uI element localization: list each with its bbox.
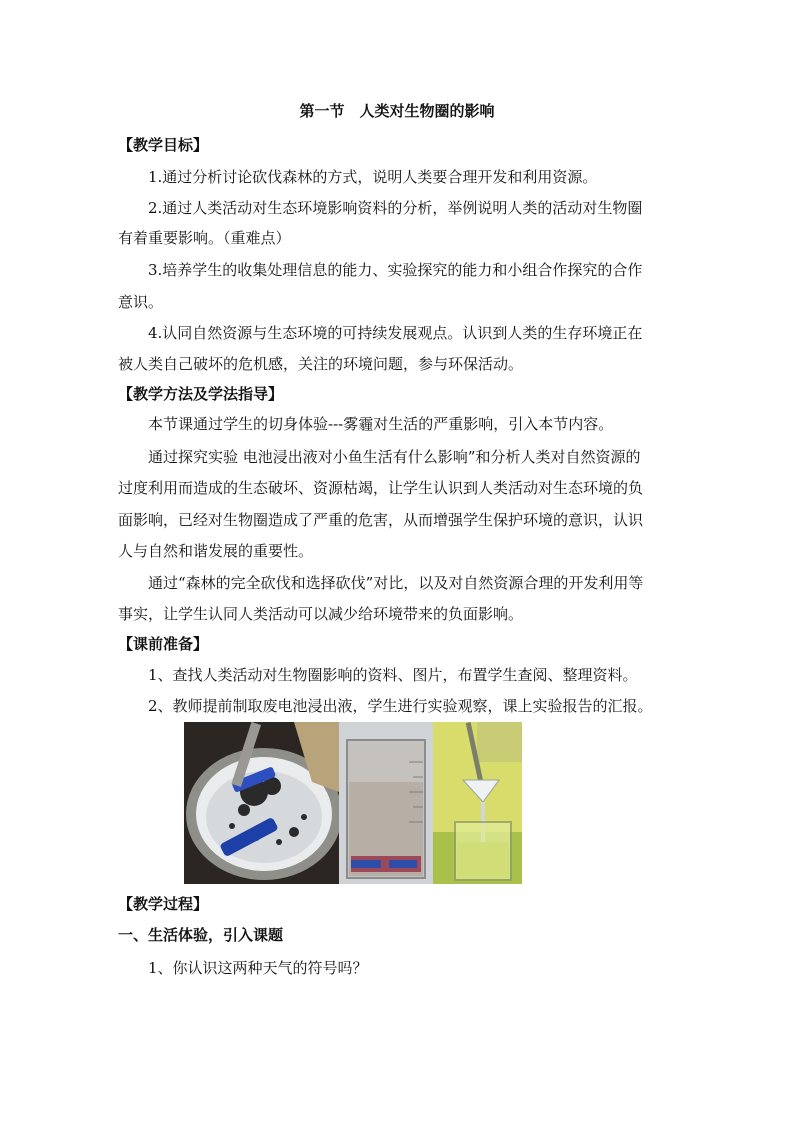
objective-line: 有着重要影响。（重难点） <box>118 229 291 247</box>
prep-line: 2、教师提前制取废电池浸出液，学生进行实验观察，课上实验报告的汇报。 <box>148 697 653 715</box>
page-title: 第一节 人类对生物圈的影响 <box>299 102 495 120</box>
process-part-heading: 一、生活体验，引入课题 <box>118 926 284 944</box>
beaker-leachate-photo <box>339 722 433 884</box>
objective-line: 1.通过分析讨论砍伐森林的方式，说明人类要合理开发和利用资源。 <box>148 168 598 186</box>
methods-line: 人与自然和谐发展的重要性。 <box>118 542 314 560</box>
methods-line: 通过探究实验 电池浸出液对小鱼生活有什么影响”和分析人类对自然资源的 <box>148 448 641 466</box>
objective-line: 3.培养学生的收集处理信息的能力、实验探究的能力和小组合作探究的合作 <box>148 261 643 279</box>
experiment-photos <box>184 722 522 884</box>
objective-line: 4.认同自然资源与生态环境的可持续发展观点。认识到人类的生存环境正在 <box>148 324 643 342</box>
section-heading-methods: 【教学方法及学法指导】 <box>118 385 284 403</box>
filtration-photo <box>433 722 522 884</box>
battery-disassembly-photo <box>184 722 339 884</box>
methods-line: 事实，让学生认同人类活动可以减少给环境带来的负面影响。 <box>118 605 524 623</box>
methods-line: 本节课通过学生的切身体验---雾霾对生活的严重影响，引入本节内容。 <box>148 415 614 433</box>
methods-line: 面影响，已经对生物圈造成了严重的危害，从而增强学生保护环境的意识，认识 <box>118 511 644 529</box>
section-heading-prep: 【课前准备】 <box>118 635 209 653</box>
methods-line: 通过“森林的完全砍伐和选择砍伐”对比，以及对自然资源合理的开发利用等 <box>148 574 644 592</box>
objective-line: 意识。 <box>118 293 164 311</box>
prep-line: 1、查找人类活动对生物圈影响的资料、图片，布置学生查阅、整理资料。 <box>148 666 638 684</box>
objective-line: 被人类自己破坏的危机感，关注的环境问题，参与环保活动。 <box>118 355 524 373</box>
section-heading-process: 【教学过程】 <box>118 895 209 913</box>
process-question: 1、你认识这两种天气的符号吗？ <box>148 959 368 977</box>
objective-line: 2.通过人类活动对生态环境影响资料的分析，举例说明人类的活动对生物圈 <box>148 199 643 217</box>
methods-line: 过度利用而造成的生态破坏、资源枯竭，让学生认识到人类活动对生态环境的负 <box>118 479 644 497</box>
section-heading-objectives: 【教学目标】 <box>118 136 209 154</box>
